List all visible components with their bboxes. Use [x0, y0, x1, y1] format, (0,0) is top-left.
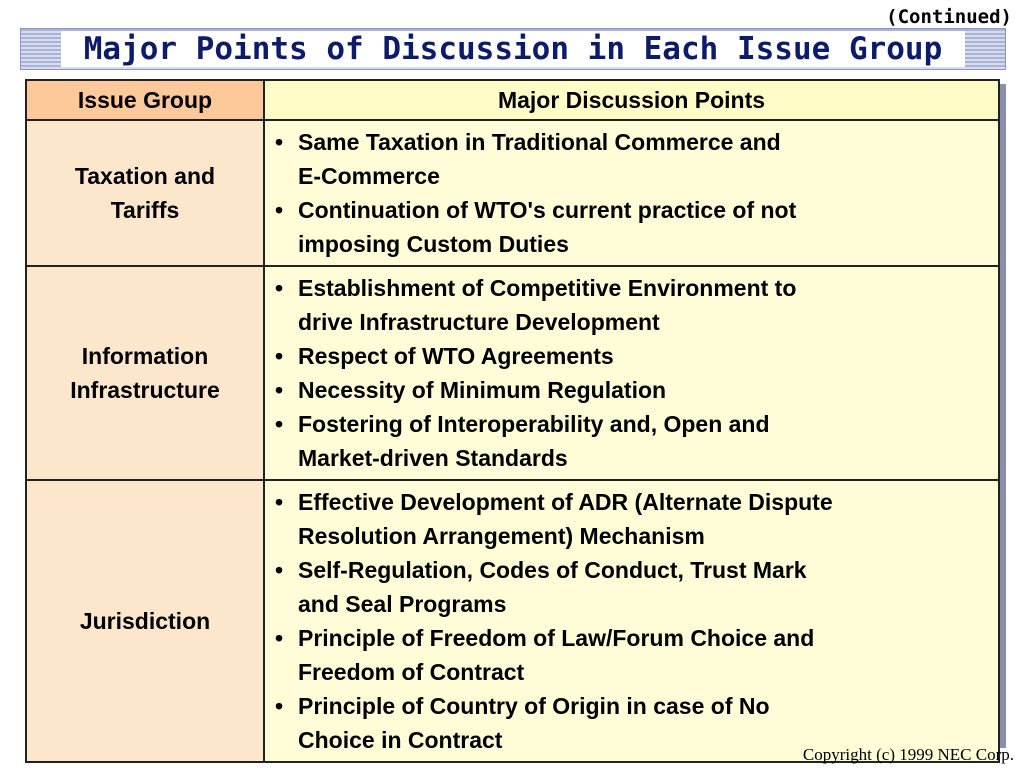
- list-item: [273, 373, 990, 407]
- bullet-icon: •: [275, 693, 284, 719]
- bullet-icon: •: [275, 275, 284, 301]
- list-item: [273, 553, 990, 621]
- bullet-icon: •: [275, 197, 284, 223]
- list-item: [273, 485, 990, 553]
- point-line: Choice in Contract: [298, 727, 503, 753]
- list-item: [273, 193, 990, 261]
- list-item: [273, 125, 990, 193]
- point-line: drive Infrastructure Development: [298, 309, 660, 335]
- discussion-table: [25, 79, 1000, 763]
- point-line: Self-Regulation, Codes of Conduct, Trust Mark: [298, 557, 807, 583]
- bullet-icon: •: [275, 411, 284, 437]
- point-line: imposing Custom Duties: [298, 231, 569, 257]
- issue-line: Information: [81, 343, 209, 369]
- table-header-row: [26, 80, 999, 120]
- point-line: Principle of Country of Origin in case of No: [298, 693, 770, 719]
- list-item: [273, 271, 990, 339]
- points-cell: [264, 480, 999, 762]
- point-line: E-Commerce: [298, 163, 440, 189]
- point-line: Respect of WTO Agreements: [298, 343, 614, 369]
- point-line: Freedom of Contract: [298, 659, 525, 685]
- table-row: [26, 266, 999, 480]
- title-bar: [20, 28, 1006, 70]
- page-title: Major Points of Discussion in Each Issue Group: [83, 31, 943, 67]
- continued-label: (Continued): [886, 6, 1012, 28]
- bullet-icon: •: [275, 343, 284, 369]
- table-row: [26, 120, 999, 266]
- issue-line: Taxation and: [74, 163, 216, 189]
- point-line: Continuation of WTO's current practice of not: [298, 197, 797, 223]
- issue-line: Tariffs: [110, 197, 180, 223]
- list-item: [273, 621, 990, 689]
- bullet-icon: •: [275, 377, 284, 403]
- title-box: [61, 31, 965, 67]
- point-line: Effective Development of ADR (Alternate Dispute: [298, 489, 833, 515]
- point-line: Same Taxation in Traditional Commerce and: [298, 129, 781, 155]
- list-item: [273, 407, 990, 475]
- bullet-icon: •: [275, 557, 284, 583]
- bullet-icon: •: [275, 489, 284, 515]
- header-issue-group: Issue Group: [26, 80, 264, 120]
- issue-line: Infrastructure: [70, 377, 220, 403]
- issue-cell: [26, 120, 264, 266]
- table-row: [26, 480, 999, 762]
- points-list: [273, 271, 990, 475]
- point-line: and Seal Programs: [298, 591, 507, 617]
- issue-cell: [26, 266, 264, 480]
- points-cell: [264, 266, 999, 480]
- point-line: Establishment of Competitive Environment to: [298, 275, 797, 301]
- point-line: Resolution Arrangement) Mechanism: [298, 523, 705, 549]
- issue-cell: [26, 480, 264, 762]
- copyright-notice: Copyright (c) 1999 NEC Corp.: [802, 745, 1014, 764]
- point-line: Necessity of Minimum Regulation: [298, 377, 667, 403]
- bullet-icon: •: [275, 625, 284, 651]
- list-item: [273, 339, 990, 373]
- bullet-icon: •: [275, 129, 284, 155]
- points-cell: [264, 120, 999, 266]
- header-discussion-points: Major Discussion Points: [264, 80, 999, 120]
- point-line: Market-driven Standards: [298, 445, 568, 471]
- point-line: Principle of Freedom of Law/Forum Choice and: [298, 625, 815, 651]
- issue-line: Jurisdiction: [79, 608, 211, 634]
- points-list: [273, 485, 990, 757]
- points-list: [273, 125, 990, 261]
- point-line: Fostering of Interoperability and, Open and: [298, 411, 770, 437]
